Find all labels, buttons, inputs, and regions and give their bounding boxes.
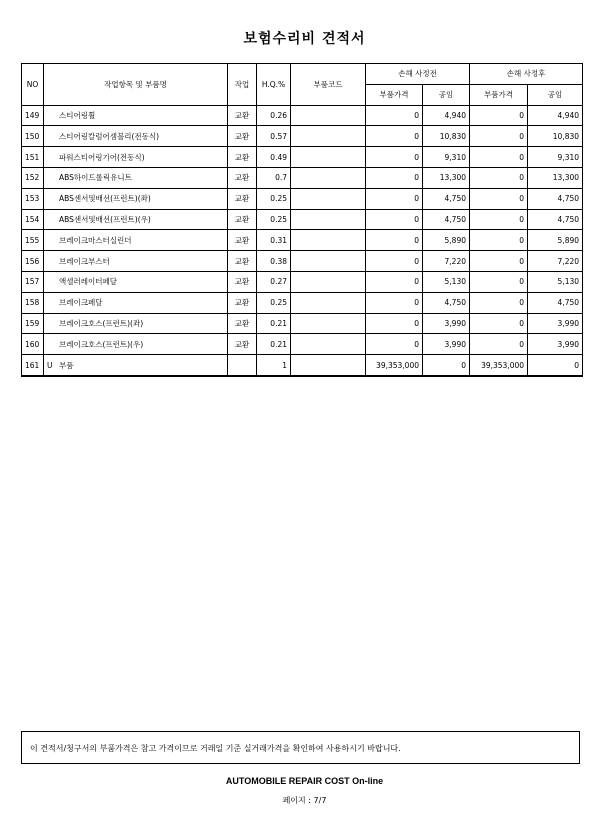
table-row	[22, 355, 583, 376]
row-part-code	[291, 355, 366, 376]
row-item-name	[44, 334, 228, 355]
row-item-name	[44, 313, 228, 334]
row-item-label: ABS센서및배선(프런트)(좌)	[59, 194, 151, 204]
row-before-labor: 4,750	[423, 292, 470, 313]
row-item-label: 액셀러레이터페달	[59, 277, 117, 287]
row-item-label: 스티어링칼럼어셈블리(전동식)	[59, 131, 160, 141]
table-row	[22, 105, 583, 126]
row-part-code	[291, 209, 366, 230]
row-before-price: 0	[366, 126, 423, 147]
row-item-name	[44, 251, 228, 272]
row-hq: 0.26	[257, 105, 291, 126]
header-after-labor: 공임	[528, 84, 583, 105]
row-item-name	[44, 292, 228, 313]
row-after-labor: 3,990	[528, 334, 583, 355]
row-hq: 0.31	[257, 230, 291, 251]
row-no: 155	[22, 230, 44, 251]
row-after-price: 0	[470, 230, 528, 251]
row-part-code	[291, 188, 366, 209]
row-no: 161	[22, 355, 44, 376]
row-item-label: 브레이크마스터실린더	[59, 235, 132, 245]
row-after-price: 0	[470, 292, 528, 313]
row-before-labor: 9,310	[423, 147, 470, 168]
row-before-price: 0	[366, 313, 423, 334]
row-after-labor: 5,890	[528, 230, 583, 251]
header-after-price: 부품가격	[470, 84, 528, 105]
row-after-price: 0	[470, 209, 528, 230]
header-after-assessment: 손해 사정후	[470, 64, 583, 85]
row-after-labor: 9,310	[528, 147, 583, 168]
row-work: 교환	[228, 230, 257, 251]
row-item-name	[44, 355, 228, 376]
row-hq: 0.49	[257, 147, 291, 168]
row-item-name	[44, 105, 228, 126]
row-no: 153	[22, 188, 44, 209]
row-no: 157	[22, 271, 44, 292]
row-after-price: 0	[470, 313, 528, 334]
row-item-label: 부품	[59, 360, 74, 370]
row-before-price: 0	[366, 105, 423, 126]
row-hq: 0.7	[257, 167, 291, 188]
row-work	[228, 355, 257, 376]
row-part-code	[291, 313, 366, 334]
row-work: 교환	[228, 147, 257, 168]
row-work: 교환	[228, 313, 257, 334]
row-before-labor: 0	[423, 355, 470, 376]
row-hq: 0.25	[257, 292, 291, 313]
row-work: 교환	[228, 271, 257, 292]
row-hq: 0.25	[257, 209, 291, 230]
row-item-label: 브레이크부스터	[59, 256, 110, 266]
row-part-code	[291, 167, 366, 188]
row-hq: 0.27	[257, 271, 291, 292]
row-before-price: 39,353,000	[366, 355, 423, 376]
row-after-price: 0	[470, 167, 528, 188]
row-after-labor: 3,990	[528, 313, 583, 334]
row-item-name	[44, 167, 228, 188]
row-after-price: 0	[470, 334, 528, 355]
row-before-price: 0	[366, 334, 423, 355]
row-work: 교환	[228, 126, 257, 147]
row-before-labor: 7,220	[423, 251, 470, 272]
table-row	[22, 334, 583, 355]
row-hq: 1	[257, 355, 291, 376]
row-prefix: U	[47, 360, 53, 370]
row-after-labor: 7,220	[528, 251, 583, 272]
row-before-labor: 10,830	[423, 126, 470, 147]
row-before-labor: 4,940	[423, 105, 470, 126]
row-item-label: 브레이크페달	[59, 298, 103, 308]
header-before-price: 부품가격	[366, 84, 423, 105]
row-no: 160	[22, 334, 44, 355]
row-no: 156	[22, 251, 44, 272]
row-after-labor: 13,300	[528, 167, 583, 188]
estimate-rows	[22, 105, 583, 376]
row-after-price: 0	[470, 126, 528, 147]
row-after-price: 0	[470, 188, 528, 209]
table-row	[22, 167, 583, 188]
table-row	[22, 209, 583, 230]
row-after-labor: 4,750	[528, 209, 583, 230]
row-item-label: ABS센서및배선(프런트)(우)	[59, 214, 151, 224]
row-item-name	[44, 126, 228, 147]
row-after-price: 0	[470, 251, 528, 272]
row-after-labor: 0	[528, 355, 583, 376]
row-before-price: 0	[366, 147, 423, 168]
table-row	[22, 292, 583, 313]
header-before-labor: 공임	[423, 84, 470, 105]
row-after-labor: 4,940	[528, 105, 583, 126]
table-row	[22, 230, 583, 251]
row-work: 교환	[228, 209, 257, 230]
row-work: 교환	[228, 167, 257, 188]
row-work: 교환	[228, 105, 257, 126]
table-row	[22, 126, 583, 147]
row-no: 159	[22, 313, 44, 334]
row-item-name	[44, 209, 228, 230]
row-before-price: 0	[366, 230, 423, 251]
row-after-labor: 4,750	[528, 188, 583, 209]
row-hq: 0.21	[257, 313, 291, 334]
row-item-name	[44, 188, 228, 209]
row-after-price: 0	[470, 147, 528, 168]
document-title: 보험수리비 견적서	[243, 31, 366, 47]
row-work: 교환	[228, 334, 257, 355]
row-hq: 0.38	[257, 251, 291, 272]
row-no: 151	[22, 147, 44, 168]
row-no: 152	[22, 167, 44, 188]
row-item-label: 브레이크호스(프런트)(좌)	[59, 318, 144, 328]
row-before-price: 0	[366, 209, 423, 230]
row-before-price: 0	[366, 167, 423, 188]
estimate-table	[21, 63, 583, 377]
row-before-labor: 5,890	[423, 230, 470, 251]
page-number: 페이지 : 7/7	[282, 796, 327, 805]
header-work: 작업	[228, 64, 257, 106]
row-before-price: 0	[366, 188, 423, 209]
row-before-price: 0	[366, 292, 423, 313]
row-hq: 0.25	[257, 188, 291, 209]
row-part-code	[291, 126, 366, 147]
row-before-labor: 4,750	[423, 209, 470, 230]
header-hq: H.Q.%	[257, 64, 291, 106]
row-part-code	[291, 147, 366, 168]
row-after-labor: 5,130	[528, 271, 583, 292]
row-item-label: 스티어링휠	[59, 110, 96, 120]
row-part-code	[291, 230, 366, 251]
row-hq: 0.21	[257, 334, 291, 355]
row-hq: 0.57	[257, 126, 291, 147]
row-part-code	[291, 271, 366, 292]
row-no: 149	[22, 105, 44, 126]
row-no: 150	[22, 126, 44, 147]
header-code: 부품코드	[291, 64, 366, 106]
table-row	[22, 313, 583, 334]
row-after-price: 39,353,000	[470, 355, 528, 376]
header-before-assessment: 손해 사정전	[366, 64, 470, 85]
row-item-name	[44, 230, 228, 251]
row-before-labor: 13,300	[423, 167, 470, 188]
row-item-label: 브레이크호스(프런트)(우)	[59, 339, 144, 349]
row-after-labor: 10,830	[528, 126, 583, 147]
row-after-price: 0	[470, 271, 528, 292]
row-no: 158	[22, 292, 44, 313]
row-part-code	[291, 105, 366, 126]
row-before-price: 0	[366, 251, 423, 272]
table-row	[22, 271, 583, 292]
header-no: NO	[22, 64, 44, 106]
row-before-labor: 3,990	[423, 334, 470, 355]
table-row	[22, 188, 583, 209]
footer-title: AUTOMOBILE REPAIR COST On-line	[225, 776, 384, 786]
row-part-code	[291, 292, 366, 313]
table-row	[22, 251, 583, 272]
row-item-label: 파워스티어링기어(전동식)	[59, 152, 145, 162]
row-item-name	[44, 271, 228, 292]
row-after-labor: 4,750	[528, 292, 583, 313]
row-before-labor: 5,130	[423, 271, 470, 292]
notice-box: 이 견적서/청구서의 부품가격은 참고 가격이므로 거래일 기준 실거래가격을 확인하여 사용하시기 바랍니다.	[21, 731, 580, 764]
row-before-price: 0	[366, 271, 423, 292]
row-item-label: ABS하이드롤릭유니트	[59, 173, 132, 183]
row-no: 154	[22, 209, 44, 230]
row-work: 교환	[228, 251, 257, 272]
table-row	[22, 147, 583, 168]
row-before-labor: 4,750	[423, 188, 470, 209]
row-part-code	[291, 334, 366, 355]
row-part-code	[291, 251, 366, 272]
row-before-labor: 3,990	[423, 313, 470, 334]
row-item-name	[44, 147, 228, 168]
row-work: 교환	[228, 292, 257, 313]
header-item: 작업항목 및 부품명	[44, 64, 228, 106]
row-work: 교환	[228, 188, 257, 209]
row-after-price: 0	[470, 105, 528, 126]
